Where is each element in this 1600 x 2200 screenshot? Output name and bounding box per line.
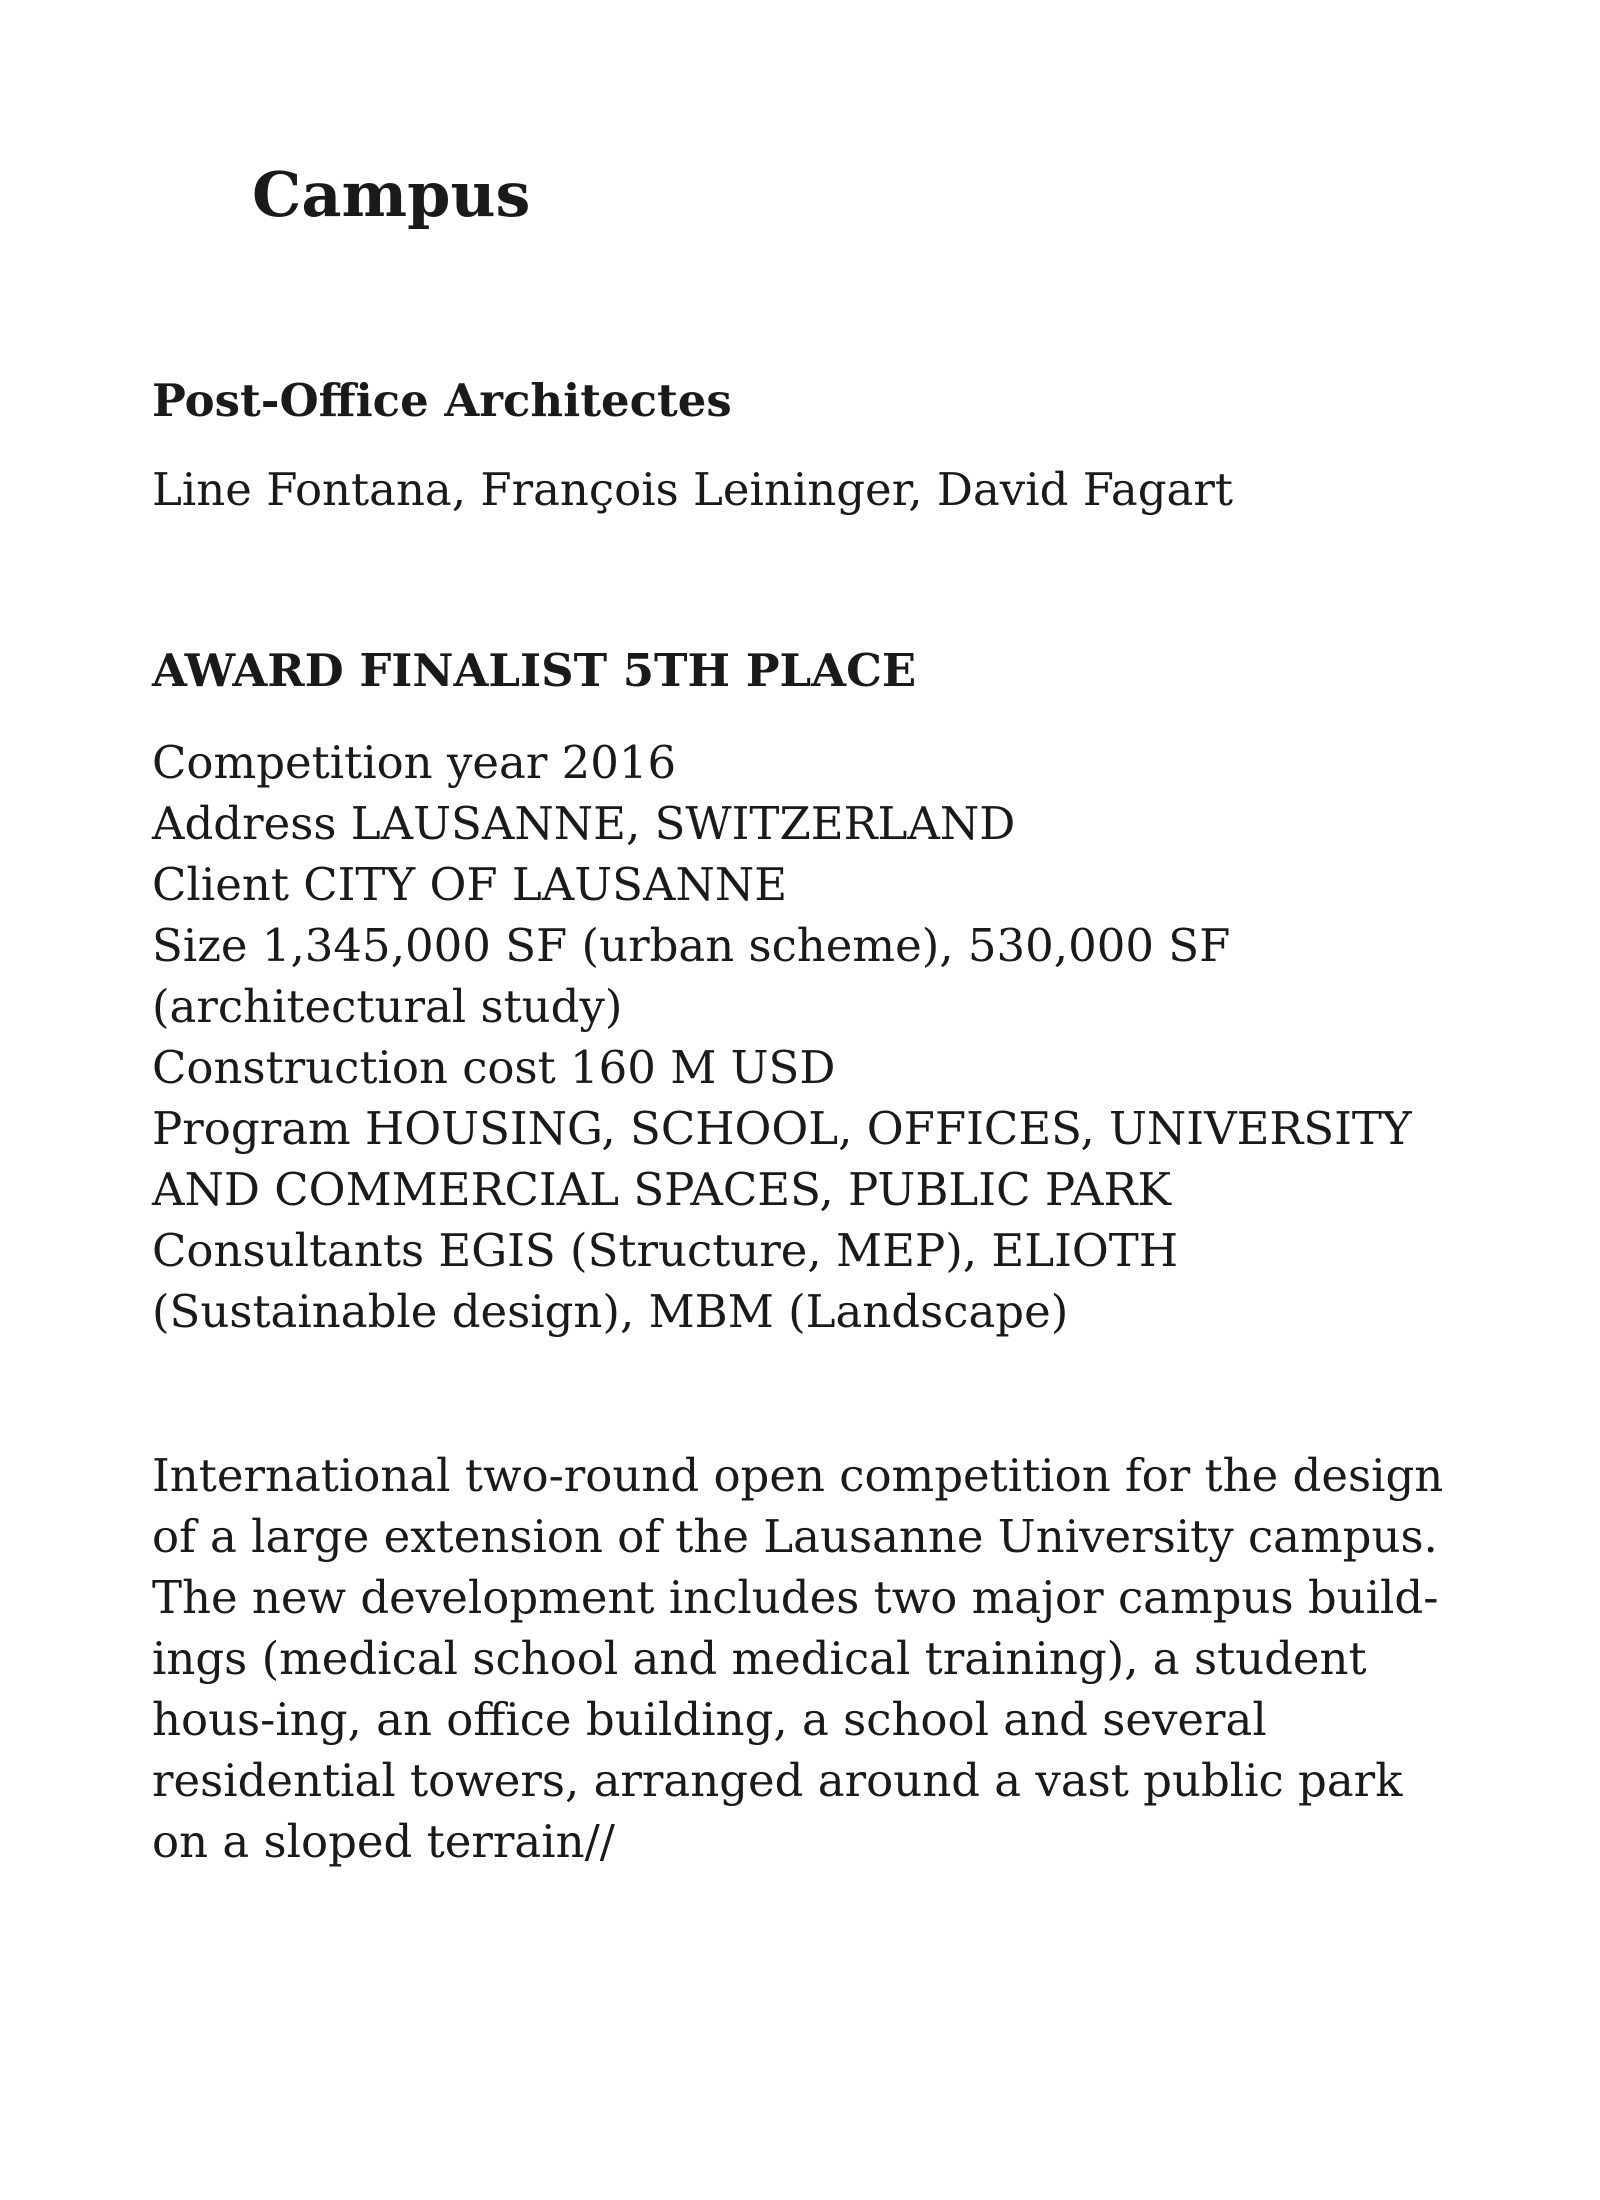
award-label: AWARD FINALIST 5TH PLACE (152, 644, 917, 697)
page-title: Campus (252, 158, 531, 231)
detail-size: Size 1,345,000 SF (urban scheme), 530,000 SF (architectural study) (152, 919, 1231, 1033)
team-members: Line Fontana, François Leininger, David Fagart (152, 463, 1233, 516)
detail-competition-year: Competition year 2016 (152, 736, 677, 789)
detail-client: Client CITY OF LAUSANNE (152, 858, 788, 911)
project-details (152, 732, 1452, 1342)
detail-address: Address LAUSANNE, SWITZERLAND (152, 797, 1016, 850)
project-description: International two-round open competition for the design of a large extension of the Lausanne University campus. The new development includes two major campus build-ings (medical school and medical training), a student hous-ing, an office building, a school and several residential towers, arranged around a vast public park on a sloped terrain// (152, 1449, 1444, 1868)
detail-construction-cost: Construction cost 160 M USD (152, 1041, 836, 1094)
firm-name: Post-Office Architectes (152, 374, 732, 427)
detail-program: Program HOUSING, SCHOOL, OFFICES, UNIVERSITY AND COMMERCIAL SPACES, PUBLIC PARK (152, 1102, 1412, 1216)
detail-consultants: Consultants EGIS (Structure, MEP), ELIOTH (Sustainable design), MBM (Landscape) (152, 1224, 1179, 1338)
